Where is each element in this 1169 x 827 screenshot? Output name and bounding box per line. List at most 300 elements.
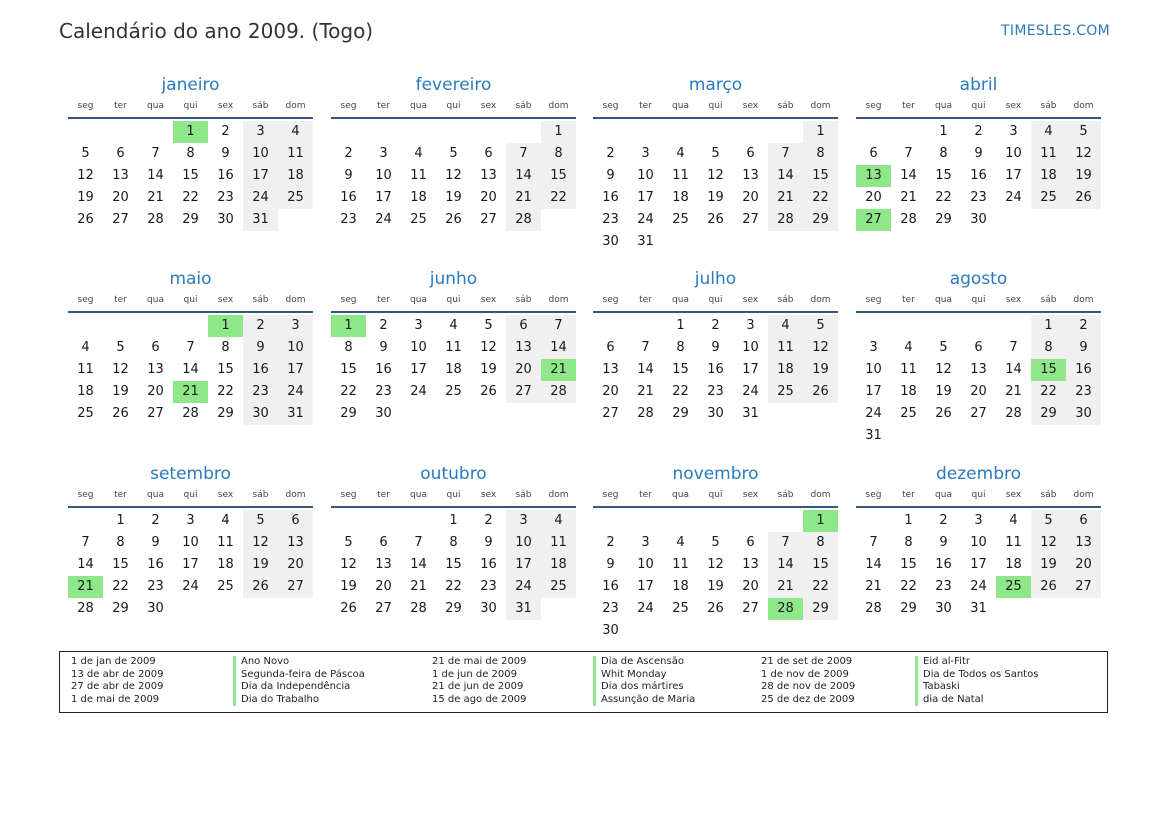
day-cell[interactable]: 24: [1005, 190, 1022, 205]
day-cell[interactable]: 28: [637, 406, 654, 421]
day-cell[interactable]: 8: [541, 143, 576, 165]
day-cell[interactable]: 26: [77, 212, 94, 227]
day-cell[interactable]: 21: [768, 576, 803, 598]
day-cell[interactable]: 10: [637, 557, 654, 572]
day-cell[interactable]: 15: [935, 168, 952, 183]
day-cell[interactable]: 15: [217, 362, 234, 377]
day-cell[interactable]: 16: [970, 168, 987, 183]
day-cell[interactable]: 28: [410, 601, 427, 616]
day-cell[interactable]: 14: [147, 168, 164, 183]
day-cell[interactable]: 10: [506, 532, 541, 554]
day-cell[interactable]: 16: [217, 168, 234, 183]
day-cell[interactable]: 26: [707, 601, 724, 616]
day-cell[interactable]: 16: [1066, 359, 1101, 381]
day-cell[interactable]: 23: [217, 190, 234, 205]
day-cell[interactable]: 24: [375, 212, 392, 227]
day-cell[interactable]: 25: [900, 406, 917, 421]
day-cell[interactable]: 23: [602, 212, 619, 227]
day-cell[interactable]: 8: [904, 535, 913, 550]
day-cell[interactable]: 17: [970, 557, 987, 572]
day-cell[interactable]: 3: [243, 121, 278, 143]
day-cell[interactable]: 13: [970, 362, 987, 377]
day-cell[interactable]: 16: [602, 190, 619, 205]
day-cell[interactable]: 7: [869, 535, 878, 550]
day-cell[interactable]: 13: [742, 557, 759, 572]
day-cell[interactable]: 15: [112, 557, 129, 572]
day-cell[interactable]: 5: [116, 340, 125, 355]
day-cell[interactable]: 30: [217, 212, 234, 227]
day-cell[interactable]: 3: [641, 146, 650, 161]
holiday-day-cell[interactable]: 1: [331, 315, 366, 337]
day-cell[interactable]: 30: [147, 601, 164, 616]
day-cell[interactable]: 27: [1066, 576, 1101, 598]
day-cell[interactable]: 19: [445, 190, 462, 205]
day-cell[interactable]: 6: [116, 146, 125, 161]
day-cell[interactable]: 7: [641, 340, 650, 355]
day-cell[interactable]: 18: [217, 557, 234, 572]
day-cell[interactable]: 10: [410, 340, 427, 355]
day-cell[interactable]: 5: [711, 146, 720, 161]
day-cell[interactable]: 28: [541, 381, 576, 403]
day-cell[interactable]: 4: [904, 340, 913, 355]
day-cell[interactable]: 17: [278, 359, 313, 381]
day-cell[interactable]: 26: [935, 406, 952, 421]
day-cell[interactable]: 30: [935, 601, 952, 616]
day-cell[interactable]: 14: [1005, 362, 1022, 377]
day-cell[interactable]: 4: [676, 146, 685, 161]
day-cell[interactable]: 1: [541, 121, 576, 143]
day-cell[interactable]: 24: [506, 576, 541, 598]
day-cell[interactable]: 31: [506, 598, 541, 620]
day-cell[interactable]: 15: [900, 557, 917, 572]
day-cell[interactable]: 31: [970, 601, 987, 616]
day-cell[interactable]: 27: [970, 406, 987, 421]
day-cell[interactable]: 13: [278, 532, 313, 554]
day-cell[interactable]: 5: [1066, 121, 1101, 143]
day-cell[interactable]: 15: [340, 362, 357, 377]
day-cell[interactable]: 21: [768, 187, 803, 209]
day-cell[interactable]: 8: [221, 340, 230, 355]
day-cell[interactable]: 18: [1031, 165, 1066, 187]
day-cell[interactable]: 5: [449, 146, 458, 161]
day-cell[interactable]: 27: [278, 576, 313, 598]
day-cell[interactable]: 14: [768, 554, 803, 576]
day-cell[interactable]: 20: [506, 359, 541, 381]
day-cell[interactable]: 27: [602, 406, 619, 421]
day-cell[interactable]: 29: [445, 601, 462, 616]
day-cell[interactable]: 21: [637, 384, 654, 399]
day-cell[interactable]: 18: [445, 362, 462, 377]
day-cell[interactable]: 11: [1005, 535, 1022, 550]
day-cell[interactable]: 17: [865, 384, 882, 399]
day-cell[interactable]: 25: [278, 187, 313, 209]
day-cell[interactable]: 25: [1031, 187, 1066, 209]
day-cell[interactable]: 11: [672, 557, 689, 572]
day-cell[interactable]: 28: [506, 209, 541, 231]
day-cell[interactable]: 12: [707, 168, 724, 183]
day-cell[interactable]: 5: [803, 315, 838, 337]
day-cell[interactable]: 23: [707, 384, 724, 399]
day-cell[interactable]: 4: [278, 121, 313, 143]
day-cell[interactable]: 30: [707, 406, 724, 421]
day-cell[interactable]: 17: [1005, 168, 1022, 183]
day-cell[interactable]: 19: [1066, 165, 1101, 187]
day-cell[interactable]: 18: [768, 359, 803, 381]
day-cell[interactable]: 5: [243, 510, 278, 532]
day-cell[interactable]: 10: [278, 337, 313, 359]
day-cell[interactable]: 15: [541, 165, 576, 187]
day-cell[interactable]: 9: [711, 340, 720, 355]
day-cell[interactable]: 5: [939, 340, 948, 355]
day-cell[interactable]: 17: [375, 190, 392, 205]
holiday-day-cell[interactable]: 28: [768, 598, 803, 620]
day-cell[interactable]: 5: [344, 535, 353, 550]
day-cell[interactable]: 10: [182, 535, 199, 550]
day-cell[interactable]: 4: [676, 535, 685, 550]
day-cell[interactable]: 2: [379, 318, 388, 333]
day-cell[interactable]: 26: [243, 576, 278, 598]
day-cell[interactable]: 20: [742, 190, 759, 205]
holiday-day-cell[interactable]: 21: [173, 381, 208, 403]
day-cell[interactable]: 24: [637, 212, 654, 227]
day-cell[interactable]: 8: [344, 340, 353, 355]
day-cell[interactable]: 13: [375, 557, 392, 572]
holiday-day-cell[interactable]: 25: [996, 576, 1031, 598]
day-cell[interactable]: 8: [803, 532, 838, 554]
day-cell[interactable]: 21: [1005, 384, 1022, 399]
day-cell[interactable]: 2: [344, 146, 353, 161]
day-cell[interactable]: 23: [480, 579, 497, 594]
day-cell[interactable]: 9: [379, 340, 388, 355]
day-cell[interactable]: 15: [445, 557, 462, 572]
day-cell[interactable]: 23: [602, 601, 619, 616]
day-cell[interactable]: 30: [375, 406, 392, 421]
day-cell[interactable]: 3: [278, 315, 313, 337]
day-cell[interactable]: 29: [803, 598, 838, 620]
day-cell[interactable]: 23: [935, 579, 952, 594]
day-cell[interactable]: 8: [803, 143, 838, 165]
day-cell[interactable]: 29: [803, 209, 838, 231]
day-cell[interactable]: 7: [151, 146, 160, 161]
day-cell[interactable]: 30: [480, 601, 497, 616]
day-cell[interactable]: 25: [672, 601, 689, 616]
day-cell[interactable]: 1: [939, 124, 948, 139]
day-cell[interactable]: 3: [186, 513, 195, 528]
day-cell[interactable]: 26: [707, 212, 724, 227]
day-cell[interactable]: 17: [506, 554, 541, 576]
day-cell[interactable]: 1: [904, 513, 913, 528]
day-cell[interactable]: 17: [182, 557, 199, 572]
day-cell[interactable]: 29: [935, 212, 952, 227]
day-cell[interactable]: 5: [484, 318, 493, 333]
day-cell[interactable]: 11: [217, 535, 234, 550]
day-cell[interactable]: 9: [151, 535, 160, 550]
day-cell[interactable]: 30: [243, 403, 278, 425]
holiday-day-cell[interactable]: 21: [68, 576, 103, 598]
day-cell[interactable]: 9: [484, 535, 493, 550]
day-cell[interactable]: 14: [768, 165, 803, 187]
day-cell[interactable]: 25: [672, 212, 689, 227]
day-cell[interactable]: 13: [1066, 532, 1101, 554]
day-cell[interactable]: 25: [445, 384, 462, 399]
holiday-day-cell[interactable]: 1: [208, 315, 243, 337]
day-cell[interactable]: 14: [182, 362, 199, 377]
day-cell[interactable]: 27: [375, 601, 392, 616]
day-cell[interactable]: 23: [340, 212, 357, 227]
day-cell[interactable]: 3: [1009, 124, 1018, 139]
day-cell[interactable]: 19: [77, 190, 94, 205]
day-cell[interactable]: 9: [974, 146, 983, 161]
day-cell[interactable]: 31: [742, 406, 759, 421]
day-cell[interactable]: 22: [803, 187, 838, 209]
day-cell[interactable]: 10: [375, 168, 392, 183]
day-cell[interactable]: 20: [602, 384, 619, 399]
day-cell[interactable]: 25: [768, 381, 803, 403]
day-cell[interactable]: 6: [746, 535, 755, 550]
day-cell[interactable]: 12: [445, 168, 462, 183]
day-cell[interactable]: 17: [410, 362, 427, 377]
day-cell[interactable]: 4: [449, 318, 458, 333]
day-cell[interactable]: 17: [637, 190, 654, 205]
day-cell[interactable]: 12: [340, 557, 357, 572]
day-cell[interactable]: 22: [112, 579, 129, 594]
day-cell[interactable]: 12: [112, 362, 129, 377]
day-cell[interactable]: 28: [900, 212, 917, 227]
day-cell[interactable]: 22: [182, 190, 199, 205]
day-cell[interactable]: 22: [672, 384, 689, 399]
day-cell[interactable]: 22: [217, 384, 234, 399]
day-cell[interactable]: 28: [768, 209, 803, 231]
day-cell[interactable]: 22: [340, 384, 357, 399]
day-cell[interactable]: 9: [344, 168, 353, 183]
day-cell[interactable]: 10: [637, 168, 654, 183]
day-cell[interactable]: 21: [900, 190, 917, 205]
day-cell[interactable]: 7: [81, 535, 90, 550]
day-cell[interactable]: 14: [637, 362, 654, 377]
day-cell[interactable]: 6: [151, 340, 160, 355]
day-cell[interactable]: 26: [803, 381, 838, 403]
day-cell[interactable]: 4: [414, 146, 423, 161]
day-cell[interactable]: 20: [970, 384, 987, 399]
day-cell[interactable]: 7: [904, 146, 913, 161]
holiday-day-cell[interactable]: 13: [856, 165, 891, 187]
day-cell[interactable]: 24: [410, 384, 427, 399]
day-cell[interactable]: 10: [243, 143, 278, 165]
day-cell[interactable]: 18: [672, 579, 689, 594]
day-cell[interactable]: 19: [480, 362, 497, 377]
day-cell[interactable]: 4: [541, 510, 576, 532]
day-cell[interactable]: 2: [221, 124, 230, 139]
day-cell[interactable]: 9: [606, 557, 615, 572]
day-cell[interactable]: 7: [541, 315, 576, 337]
day-cell[interactable]: 24: [637, 601, 654, 616]
day-cell[interactable]: 20: [147, 384, 164, 399]
day-cell[interactable]: 8: [939, 146, 948, 161]
day-cell[interactable]: 28: [1005, 406, 1022, 421]
day-cell[interactable]: 11: [768, 337, 803, 359]
day-cell[interactable]: 20: [375, 579, 392, 594]
day-cell[interactable]: 18: [278, 165, 313, 187]
day-cell[interactable]: 16: [602, 579, 619, 594]
day-cell[interactable]: 8: [1031, 337, 1066, 359]
day-cell[interactable]: 10: [1005, 146, 1022, 161]
day-cell[interactable]: 26: [445, 212, 462, 227]
day-cell[interactable]: 9: [1066, 337, 1101, 359]
day-cell[interactable]: 6: [506, 315, 541, 337]
day-cell[interactable]: 19: [243, 554, 278, 576]
day-cell[interactable]: 15: [803, 554, 838, 576]
day-cell[interactable]: 2: [484, 513, 493, 528]
day-cell[interactable]: 19: [707, 190, 724, 205]
day-cell[interactable]: 12: [935, 362, 952, 377]
day-cell[interactable]: 30: [970, 212, 987, 227]
day-cell[interactable]: 22: [541, 187, 576, 209]
holiday-day-cell[interactable]: 1: [173, 121, 208, 143]
day-cell[interactable]: 17: [742, 362, 759, 377]
holiday-day-cell[interactable]: 15: [1031, 359, 1066, 381]
day-cell[interactable]: 27: [480, 212, 497, 227]
day-cell[interactable]: 11: [410, 168, 427, 183]
day-cell[interactable]: 3: [414, 318, 423, 333]
day-cell[interactable]: 22: [1031, 381, 1066, 403]
day-cell[interactable]: 2: [606, 535, 615, 550]
day-cell[interactable]: 26: [112, 406, 129, 421]
day-cell[interactable]: 1: [116, 513, 125, 528]
day-cell[interactable]: 3: [869, 340, 878, 355]
day-cell[interactable]: 5: [1031, 510, 1066, 532]
day-cell[interactable]: 14: [77, 557, 94, 572]
day-cell[interactable]: 13: [602, 362, 619, 377]
day-cell[interactable]: 16: [707, 362, 724, 377]
day-cell[interactable]: 16: [375, 362, 392, 377]
day-cell[interactable]: 7: [1009, 340, 1018, 355]
day-cell[interactable]: 18: [77, 384, 94, 399]
day-cell[interactable]: 31: [637, 234, 654, 249]
day-cell[interactable]: 25: [217, 579, 234, 594]
day-cell[interactable]: 14: [410, 557, 427, 572]
day-cell[interactable]: 18: [1005, 557, 1022, 572]
day-cell[interactable]: 3: [379, 146, 388, 161]
day-cell[interactable]: 14: [506, 165, 541, 187]
day-cell[interactable]: 1: [449, 513, 458, 528]
day-cell[interactable]: 27: [742, 601, 759, 616]
day-cell[interactable]: 18: [672, 190, 689, 205]
day-cell[interactable]: 26: [1031, 576, 1066, 598]
day-cell[interactable]: 8: [449, 535, 458, 550]
day-cell[interactable]: 29: [217, 406, 234, 421]
day-cell[interactable]: 20: [278, 554, 313, 576]
day-cell[interactable]: 4: [768, 315, 803, 337]
day-cell[interactable]: 6: [746, 146, 755, 161]
day-cell[interactable]: 24: [742, 384, 759, 399]
day-cell[interactable]: 3: [506, 510, 541, 532]
day-cell[interactable]: 7: [768, 143, 803, 165]
day-cell[interactable]: 20: [1066, 554, 1101, 576]
day-cell[interactable]: 24: [243, 187, 278, 209]
day-cell[interactable]: 17: [637, 579, 654, 594]
day-cell[interactable]: 29: [900, 601, 917, 616]
day-cell[interactable]: 14: [900, 168, 917, 183]
day-cell[interactable]: 8: [186, 146, 195, 161]
day-cell[interactable]: 23: [243, 381, 278, 403]
day-cell[interactable]: 18: [900, 384, 917, 399]
day-cell[interactable]: 12: [243, 532, 278, 554]
day-cell[interactable]: 15: [672, 362, 689, 377]
day-cell[interactable]: 11: [278, 143, 313, 165]
day-cell[interactable]: 18: [410, 190, 427, 205]
day-cell[interactable]: 10: [742, 340, 759, 355]
day-cell[interactable]: 16: [480, 557, 497, 572]
day-cell[interactable]: 31: [278, 403, 313, 425]
day-cell[interactable]: 23: [147, 579, 164, 594]
day-cell[interactable]: 20: [865, 190, 882, 205]
day-cell[interactable]: 4: [1031, 121, 1066, 143]
day-cell[interactable]: 6: [1066, 510, 1101, 532]
day-cell[interactable]: 4: [221, 513, 230, 528]
day-cell[interactable]: 23: [375, 384, 392, 399]
day-cell[interactable]: 22: [900, 579, 917, 594]
day-cell[interactable]: 13: [506, 337, 541, 359]
day-cell[interactable]: 19: [340, 579, 357, 594]
day-cell[interactable]: 8: [116, 535, 125, 550]
day-cell[interactable]: 2: [606, 146, 615, 161]
day-cell[interactable]: 29: [1031, 403, 1066, 425]
day-cell[interactable]: 15: [182, 168, 199, 183]
day-cell[interactable]: 22: [935, 190, 952, 205]
day-cell[interactable]: 9: [939, 535, 948, 550]
day-cell[interactable]: 9: [243, 337, 278, 359]
day-cell[interactable]: 13: [480, 168, 497, 183]
day-cell[interactable]: 31: [243, 209, 278, 231]
day-cell[interactable]: 19: [1031, 554, 1066, 576]
day-cell[interactable]: 11: [445, 340, 462, 355]
day-cell[interactable]: 2: [1066, 315, 1101, 337]
day-cell[interactable]: 13: [147, 362, 164, 377]
day-cell[interactable]: 21: [506, 187, 541, 209]
day-cell[interactable]: 20: [480, 190, 497, 205]
day-cell[interactable]: 13: [112, 168, 129, 183]
day-cell[interactable]: 13: [742, 168, 759, 183]
day-cell[interactable]: 9: [606, 168, 615, 183]
day-cell[interactable]: 29: [182, 212, 199, 227]
day-cell[interactable]: 7: [768, 532, 803, 554]
day-cell[interactable]: 16: [243, 359, 278, 381]
day-cell[interactable]: 22: [803, 576, 838, 598]
day-cell[interactable]: 6: [379, 535, 388, 550]
day-cell[interactable]: 19: [803, 359, 838, 381]
day-cell[interactable]: 12: [480, 340, 497, 355]
day-cell[interactable]: 6: [278, 510, 313, 532]
day-cell[interactable]: 24: [278, 381, 313, 403]
day-cell[interactable]: 3: [641, 535, 650, 550]
day-cell[interactable]: 8: [676, 340, 685, 355]
day-cell[interactable]: 28: [77, 601, 94, 616]
day-cell[interactable]: 16: [147, 557, 164, 572]
day-cell[interactable]: 5: [711, 535, 720, 550]
day-cell[interactable]: 25: [541, 576, 576, 598]
day-cell[interactable]: 1: [676, 318, 685, 333]
day-cell[interactable]: 14: [865, 557, 882, 572]
holiday-day-cell[interactable]: 1: [803, 510, 838, 532]
day-cell[interactable]: 26: [340, 601, 357, 616]
day-cell[interactable]: 28: [182, 406, 199, 421]
day-cell[interactable]: 6: [869, 146, 878, 161]
day-cell[interactable]: 27: [147, 406, 164, 421]
day-cell[interactable]: 10: [970, 535, 987, 550]
day-cell[interactable]: 6: [606, 340, 615, 355]
day-cell[interactable]: 19: [935, 384, 952, 399]
day-cell[interactable]: 30: [602, 623, 619, 638]
